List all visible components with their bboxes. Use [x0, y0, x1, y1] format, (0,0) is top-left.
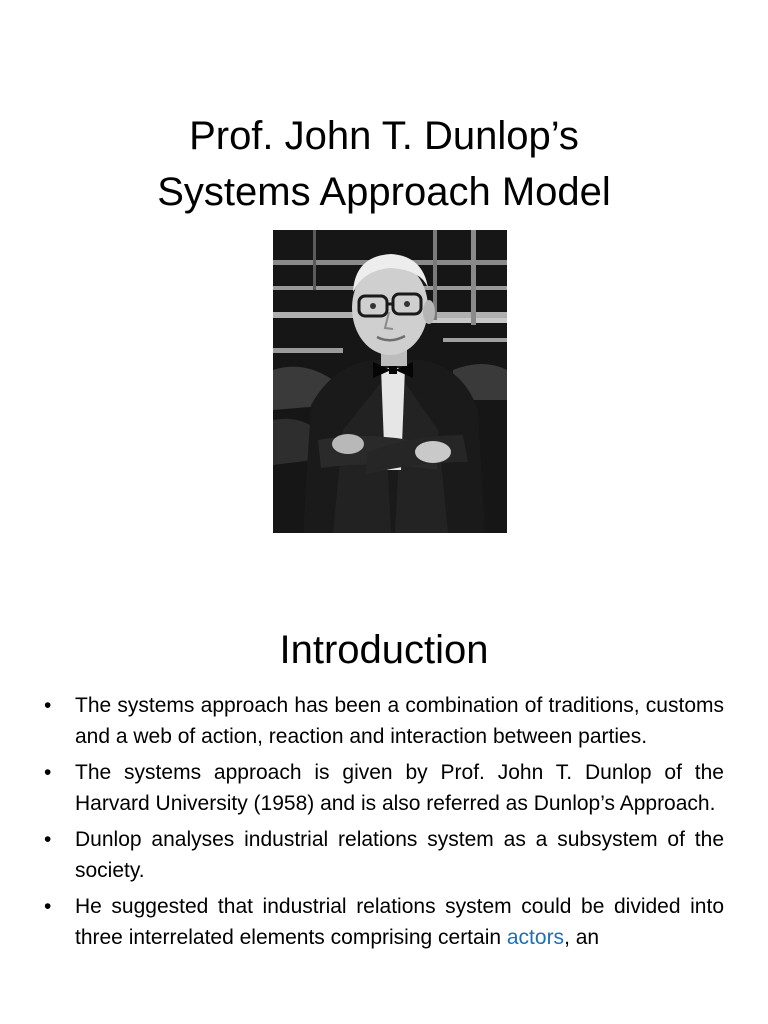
slide-title-line-1: Prof. John T. Dunlop’s	[189, 114, 579, 158]
section-heading-introduction: Introduction	[279, 628, 489, 672]
bullet-text: The systems approach is given by Prof. John T. Dunlop of the Harvard University (1958) and is also referred as Dunlop’s Approach.	[75, 761, 724, 815]
bullet-marker: •	[44, 828, 52, 851]
bullet-marker: •	[44, 895, 52, 918]
bullet-marker: •	[44, 761, 52, 784]
portrait-photo	[273, 230, 507, 533]
bullet-marker: •	[44, 694, 52, 717]
actors-link[interactable]: actors	[506, 926, 565, 949]
bullet-text: Dunlop analyses industrial relations system as a subsystem of the society.	[75, 828, 724, 882]
slide-title	[0, 108, 768, 220]
bullet-text: The systems approach has been a combination of traditions, customs and a web of action, reaction and interaction between parties.	[75, 694, 724, 748]
portrait-illustration	[273, 230, 507, 533]
list-item	[44, 690, 724, 752]
bullet-text-after: , an	[564, 926, 600, 949]
slide-title-line-2: Systems Approach Model	[157, 170, 611, 214]
list-item	[44, 757, 724, 819]
bullet-text-before: He suggested that industrial relations system could be divided into three interrelated elements comprising certain	[75, 895, 724, 949]
list-item	[44, 824, 724, 886]
bullet-list	[44, 690, 724, 958]
list-item	[44, 891, 724, 953]
